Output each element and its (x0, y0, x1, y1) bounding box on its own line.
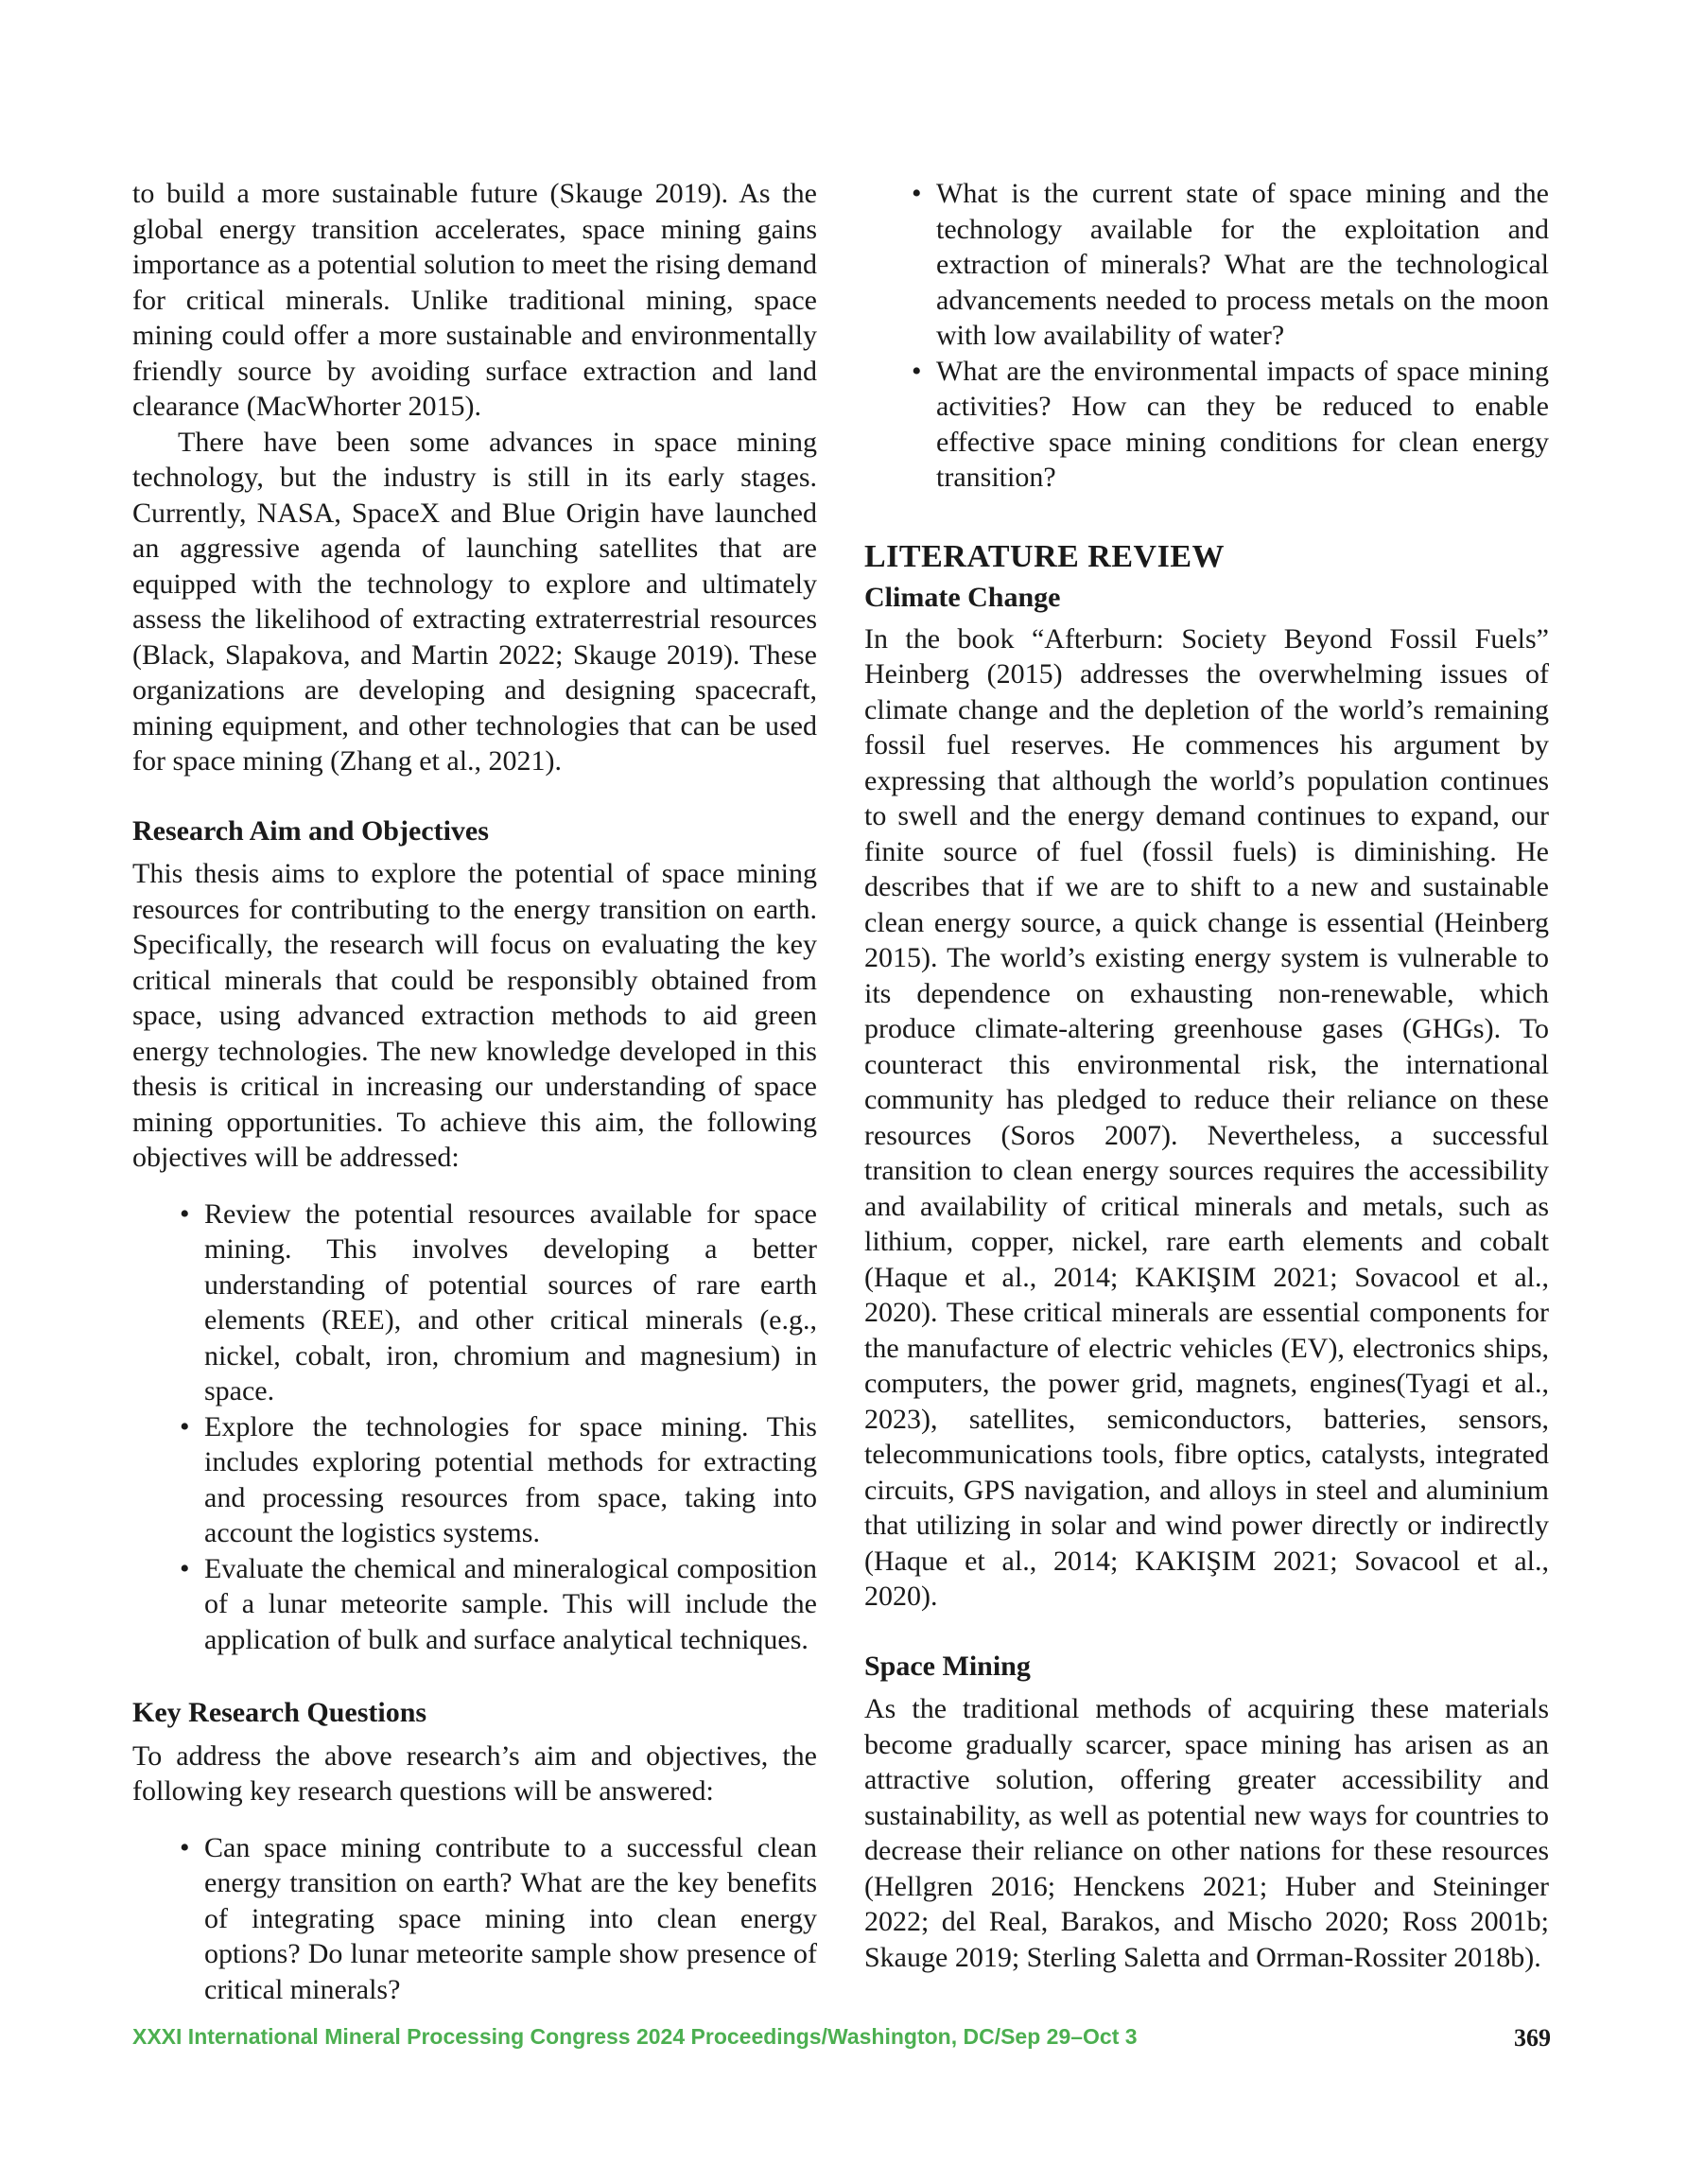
bullet-glyph: • (912, 178, 922, 209)
climate-change-paragraph: In the book “Afterburn: Society Beyond Fossil Fuels” Heinberg (2015) addresses the overwhelming issues of climate change and the depletion of the world’s remaining fossil fuel reserves. He commences his argument by expressing that although the world’s population continues to swell and the energy demand continues to expand, our finite source of fuel (fossil fuels) is diminishing. He describes that if we are to shift to a new and sustainable clean energy source, a quick change is essential (Heinberg 2015). The world’s existing energy system is vulnerable to its dependence on exhausting non-renewable, which produce climate-altering greenhouse gases (GHGs). To counteract this environmental risk, the international community has pledged to reduce their reliance on these resources (Soros 2007). Nevertheless, a successful transition to clean energy sources requires the accessibility and availability of critical minerals and metals, such as lithium, copper, nickel, rare earth elements and cobalt (Haque et al., 2014; KAKIŞIM 2021; Sovacool et al., 2020). These critical minerals are essential components for the manufacture of electric vehicles (EV), electronics ships, computers, the power grid, magnets, engines(Tyagi et al., 2023), satellites, semiconductors, batteries, sensors, telecommunications tools, fibre optics, catalysts, integrated circuits, GPS navigation, and alloys in steel and aluminium that utilizing in solar and wind power directly or indirectly (Haque et al., 2014; KAKIŞIM 2021; Sovacool et al., 2020). (864, 622, 1549, 1612)
climate-change-heading: Climate Change (864, 582, 1061, 613)
objective-text: Review the potential resources available for space mining. This involves developing a better understanding of potential sources of rare earth elements (REE), and other critical minerals (e.g., nickel, cobalt, iron, chromium and magnesium) in space. (204, 1197, 817, 1406)
bullet-glyph: • (180, 1410, 190, 1442)
objectives-list (180, 1197, 817, 1658)
question-item (180, 1830, 817, 2008)
aim-heading: Research Aim and Objectives (132, 814, 489, 847)
objective-item (180, 1197, 817, 1409)
left-column (132, 176, 817, 2007)
objective-item (180, 1551, 817, 1658)
page-footer (132, 2024, 1551, 2062)
space-mining-heading: Space Mining (864, 1650, 1031, 1682)
bullet-glyph: • (180, 1197, 190, 1230)
aim-paragraph: This thesis aims to explore the potential of space mining resources for contributing to the energy transition on earth. Specifically, the research will focus on evaluating the key critical minerals that could be responsibly obtained from space, using advanced extraction methods to aid green energy technologies. The new knowledge developed in this thesis is critical in increasing our understanding of space mining opportunities. To achieve this aim, the following objectives will be addressed: (132, 858, 817, 1173)
question-text: Can space mining contribute to a successful clean energy transition on earth? What are the key benefits of integrating space mining into clean energy options? Do lunar meteorite sample show presence of critical minerals? (204, 1831, 817, 2005)
question-item (912, 354, 1549, 496)
questions-list-left (180, 1830, 817, 2008)
objective-item (180, 1409, 817, 1551)
objective-text: Evaluate the chemical and mineralogical composition of a lunar meteorite sample. This will include the application of bulk and surface analytical techniques. (204, 1552, 817, 1655)
literature-review-title: LITERATURE REVIEW (864, 538, 1226, 574)
conference-footer-text: XXXI International Mineral Processing Congress 2024 Proceedings/Washington, DC/Sep 29–Oct 3 (132, 2024, 1138, 2049)
questions-list-right (912, 176, 1549, 496)
right-column (864, 176, 1549, 1975)
question-text: What is the current state of space mining and the technology available for the exploitation and extraction of minerals? What are the technological advancements needed to process metals on the moon with low availability of water? (936, 178, 1549, 351)
intro-paragraph-1: to build a more sustainable future (Skauge 2019). As the global energy transition accelerates, space mining gains importance as a potential solution to meet the rising demand for critical minerals. Unlike traditional mining, space mining could offer a more sustainable and environmentally friendly source by avoiding surface extraction and land clearance (MacWhorter 2015). (132, 178, 817, 422)
objective-text: Explore the technologies for space mining. This includes exploring potential methods for extracting and processing resources from space, taking into account the logistics systems. (204, 1410, 817, 1548)
bullet-glyph: • (180, 1831, 190, 1863)
question-text: What are the environmental impacts of space mining activities? How can they be reduced to enable effective space mining conditions for clean energy transition? (936, 355, 1549, 493)
questions-paragraph: To address the above research’s aim and objectives, the following key research questions will be answered: (132, 1739, 817, 1807)
question-item (912, 176, 1549, 354)
bullet-glyph: • (180, 1552, 190, 1584)
intro-paragraph-2: There have been some advances in space mining technology, but the industry is still in its early stages. Currently, NASA, SpaceX and Blue Origin have launched an aggressive agenda of launching satellites that are equipped with the technology to explore and ultimately assess the likelihood of extracting extraterrestrial resources (Black, Slapakova, and Martin 2022; Skauge 2019). These organizations are developing and designing spacecraft, mining equipment, and other technologies that can be used for space mining (Zhang et al., 2021). (132, 426, 817, 777)
questions-heading: Key Research Questions (132, 1697, 427, 1728)
page-number: 369 (1514, 2024, 1551, 2052)
bullet-glyph: • (912, 355, 922, 387)
space-mining-paragraph: As the traditional methods of acquiring these materials become gradually scarcer, space mining has arisen as an attractive solution, offering greater accessibility and sustainability, as well as potential new ways for countries to decrease their reliance on other nations for these resources (Hellgren 2016; Henckens 2021; Huber and Steininger 2022; del Real, Barakos, and Mischo 2020; Ross 2001b; Skauge 2019; Sterling Saletta and Orrman-Rossiter 2018b). (864, 1693, 1549, 1973)
